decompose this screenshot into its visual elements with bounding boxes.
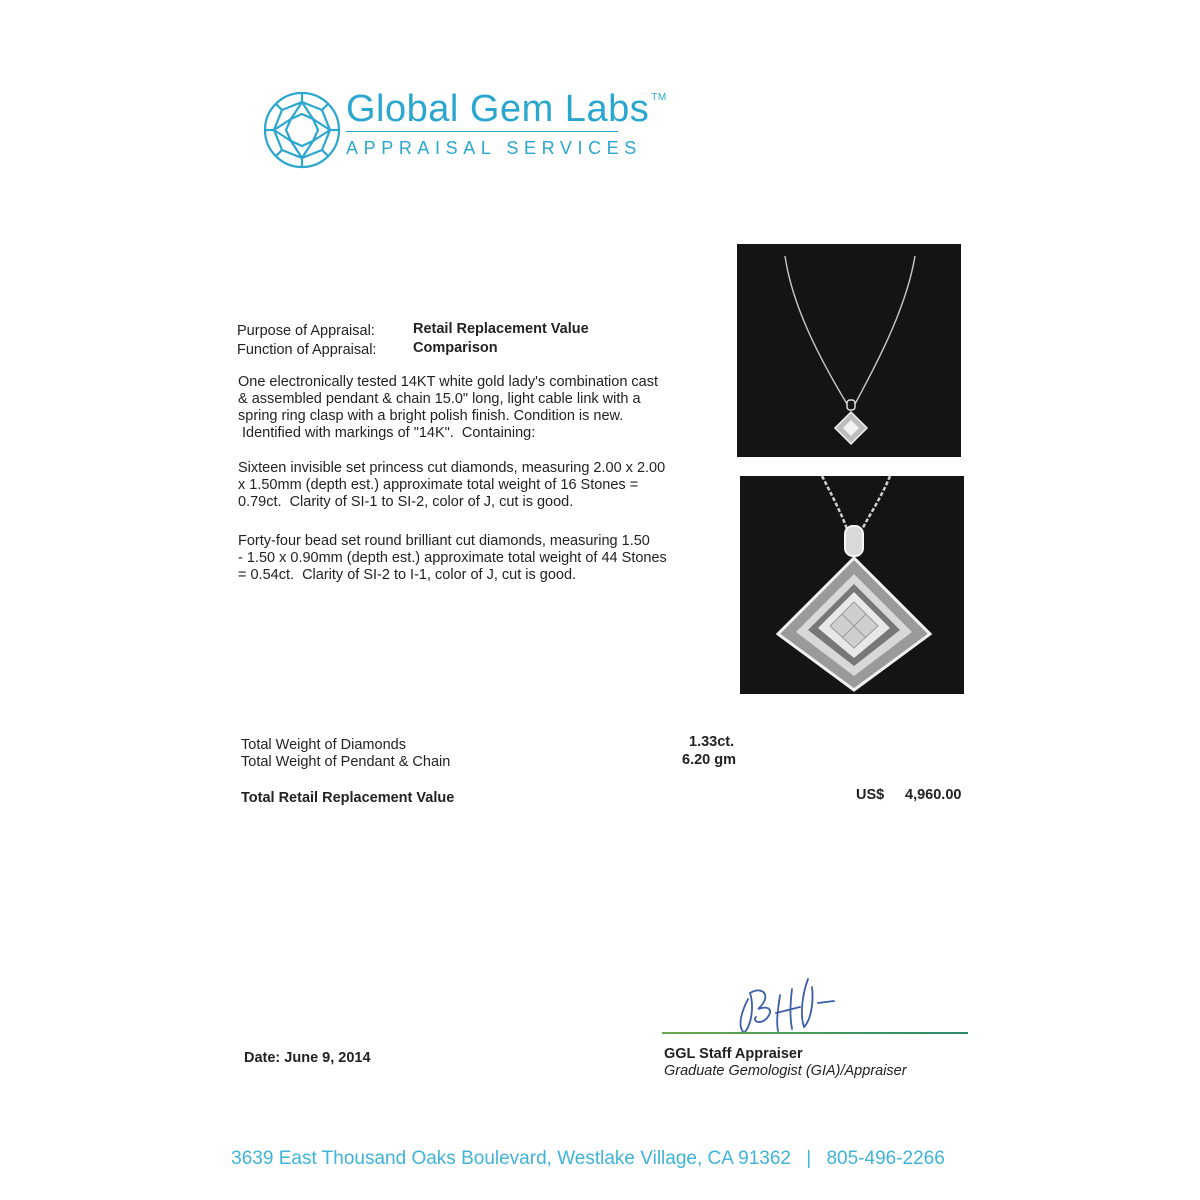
footer-phone: 805-496-2266 (826, 1148, 945, 1169)
pendant-closeup-image (740, 476, 964, 694)
description-line: Identified with markings of "14K". Containing: (238, 425, 536, 441)
footer-separator: | (806, 1148, 812, 1169)
description-line: spring ring clasp with a bright polish finish. Condition is new. (238, 408, 624, 424)
description-line: = 0.54ct. Clarity of SI-2 to I-1, color of J, cut is good. (238, 567, 577, 583)
total-diamonds-label: Total Weight of Diamonds (241, 737, 406, 753)
description-line: Sixteen invisible set princess cut diamonds, measuring 2.00 x 2.00 (238, 460, 666, 476)
signature-line (662, 1032, 968, 1034)
function-value: Comparison (413, 340, 498, 356)
total-pendant-value: 6.20 gm (682, 752, 736, 768)
function-label: Function of Appraisal: (237, 342, 377, 358)
description-line: One electronically tested 14KT white gold lady's combination cast (238, 374, 659, 390)
brand-subtitle: APPRAISAL SERVICES (346, 138, 642, 158)
brand-name-text: Global Gem Labs (346, 88, 650, 130)
item-description (238, 374, 698, 442)
total-diamonds-value: 1.33ct. (689, 734, 735, 750)
purpose-label: Purpose of Appraisal: (237, 323, 375, 339)
trademark-symbol: TM (651, 92, 667, 103)
appraisal-date: Date: June 9, 2014 (244, 1050, 371, 1066)
currency-label: US$ (856, 787, 885, 803)
total-retail-value: 4,960.00 (905, 787, 962, 803)
appraiser-title: GGL Staff Appraiser (664, 1046, 803, 1062)
princess-diamonds-description (238, 460, 698, 511)
gem-diamond-icon (262, 90, 342, 170)
description-line: - 1.50 x 0.90mm (depth est.) approximate total weight of 44 Stones (238, 550, 667, 566)
purpose-value: Retail Replacement Value (413, 321, 589, 337)
footer-contact (0, 1148, 1176, 1170)
round-diamonds-description (238, 533, 698, 584)
description-line: x 1.50mm (depth est.) approximate total weight of 16 Stones = (238, 477, 639, 493)
brand-divider (346, 131, 618, 132)
necklace-image (737, 244, 961, 457)
total-retail-label: Total Retail Replacement Value (241, 790, 455, 806)
handwritten-signature (730, 975, 850, 1037)
description-line: Forty-four bead set round brilliant cut diamonds, measuring 1.50 (238, 533, 650, 549)
footer-address: 3639 East Thousand Oaks Boulevard, Westlake Village, CA 91362 (231, 1148, 791, 1169)
pendant-closeup-photo (740, 476, 964, 694)
total-pendant-label: Total Weight of Pendant & Chain (241, 754, 451, 770)
description-line: & assembled pendant & chain 15.0" long, light cable link with a (238, 391, 641, 407)
appraiser-credential: Graduate Gemologist (GIA)/Appraiser (664, 1063, 907, 1079)
description-line: 0.79ct. Clarity of SI-1 to SI-2, color of J, cut is good. (238, 494, 574, 510)
brand-name (346, 88, 667, 131)
pendant-necklace-photo (737, 244, 961, 457)
